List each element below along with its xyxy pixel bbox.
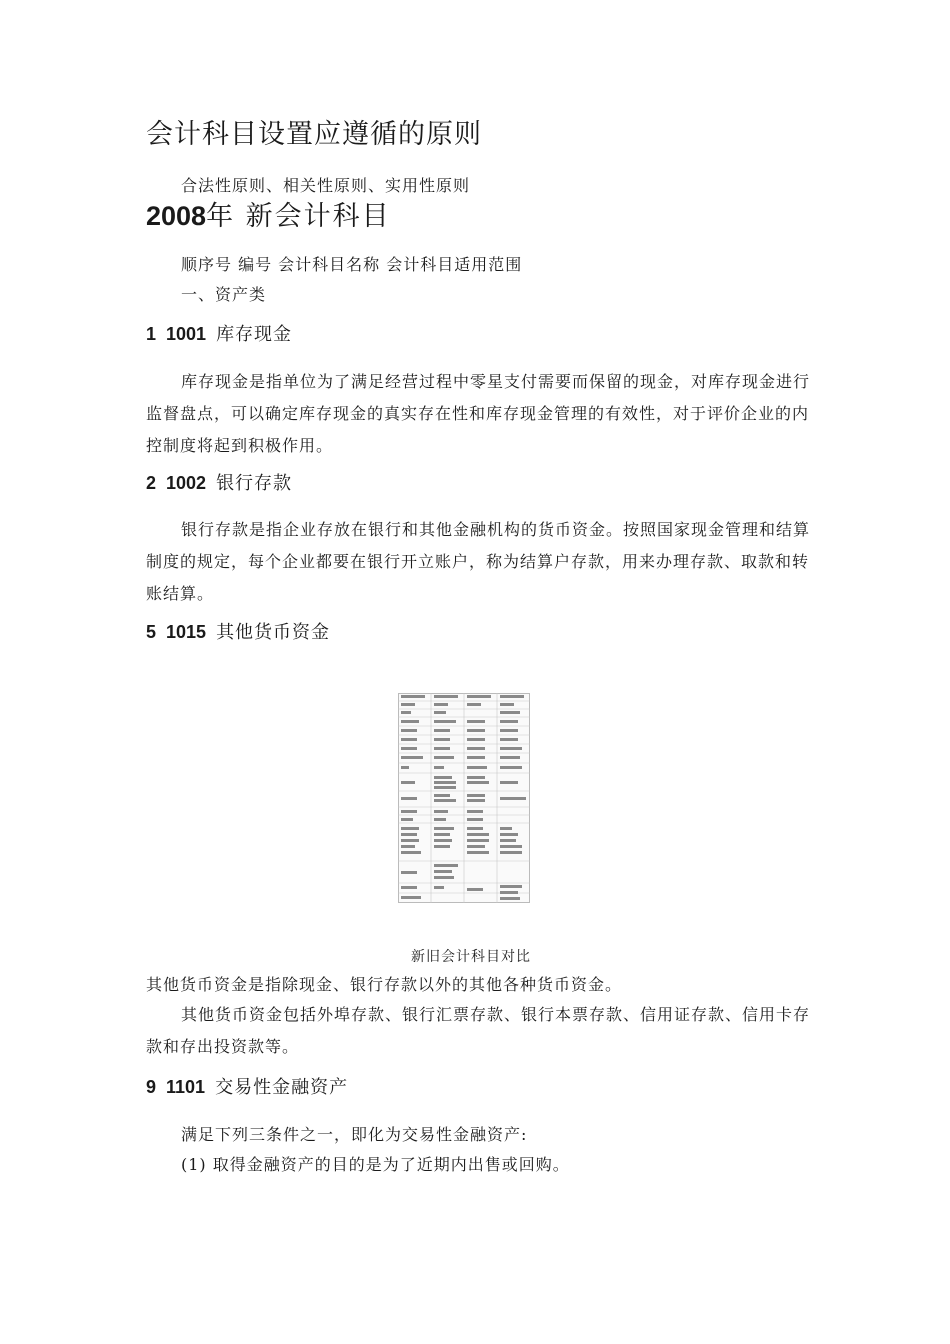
table-header-line: 顺序号 编号 会计科目名称 会计科目适用范围: [181, 255, 523, 274]
page-title: 会计科目设置应遵循的原则: [146, 119, 482, 150]
entry-paragraph: 银行存款是指企业存放在银行和其他金融机构的货币资金。按照国家现金管理和结算制度的规定，每个企业都要在银行开立账户，称为结算户存款，用来办理存款、取款和转账结算。: [146, 520, 811, 603]
entry-code: 1002: [166, 473, 207, 493]
entry-heading: [146, 618, 330, 644]
entry-seq: 1: [146, 324, 157, 344]
comparison-table-image: [398, 693, 530, 903]
entry-paragraph: 其他货币资金是指除现金、银行存款以外的其他各种货币资金。: [146, 975, 623, 994]
section-title-text: 年 新会计科目: [206, 201, 391, 232]
list-item: (1) 取得金融资产的目的是为了近期内出售或回购。: [181, 1155, 570, 1174]
entry-code: 1001: [166, 324, 207, 344]
section-title: [146, 194, 391, 233]
entry-paragraph: 满足下列三条件之一，即化为交易性金融资产:: [181, 1125, 528, 1144]
entry-code: 1101: [166, 1077, 206, 1097]
entry-paragraph: 库存现金是指单位为了满足经营过程中零星支付需要而保留的现金，对库存现金进行监督盘点，可以确定库存现金的真实存在性和库存现金管理的有效性，对于评价企业的内控制度将起到积极作用。: [146, 372, 811, 455]
entry-name: 交易性金融资产: [215, 1077, 349, 1098]
entry-seq: 2: [146, 473, 157, 493]
section-title-year: 2008: [146, 201, 207, 231]
entry-heading: [146, 320, 292, 346]
entry-heading: [146, 469, 292, 495]
figure-caption: 新旧会计科目对比: [411, 949, 531, 965]
principles-subtitle: 合法性原则、相关性原则、实用性原则: [181, 176, 471, 195]
entry-paragraph: 其他货币资金包括外埠存款、银行汇票存款、银行本票存款、信用证存款、信用卡存款和存出投资款等。: [146, 1005, 811, 1056]
entry-heading: [146, 1073, 348, 1099]
entry-seq: 9: [146, 1077, 157, 1097]
entry-name: 银行存款: [216, 473, 293, 494]
entry-seq: 5: [146, 622, 157, 642]
entry-name: 库存现金: [216, 324, 293, 345]
entry-name: 其他货币资金: [216, 622, 331, 643]
entry-code: 1015: [166, 622, 207, 642]
category-label: 一、资产类: [181, 285, 267, 304]
